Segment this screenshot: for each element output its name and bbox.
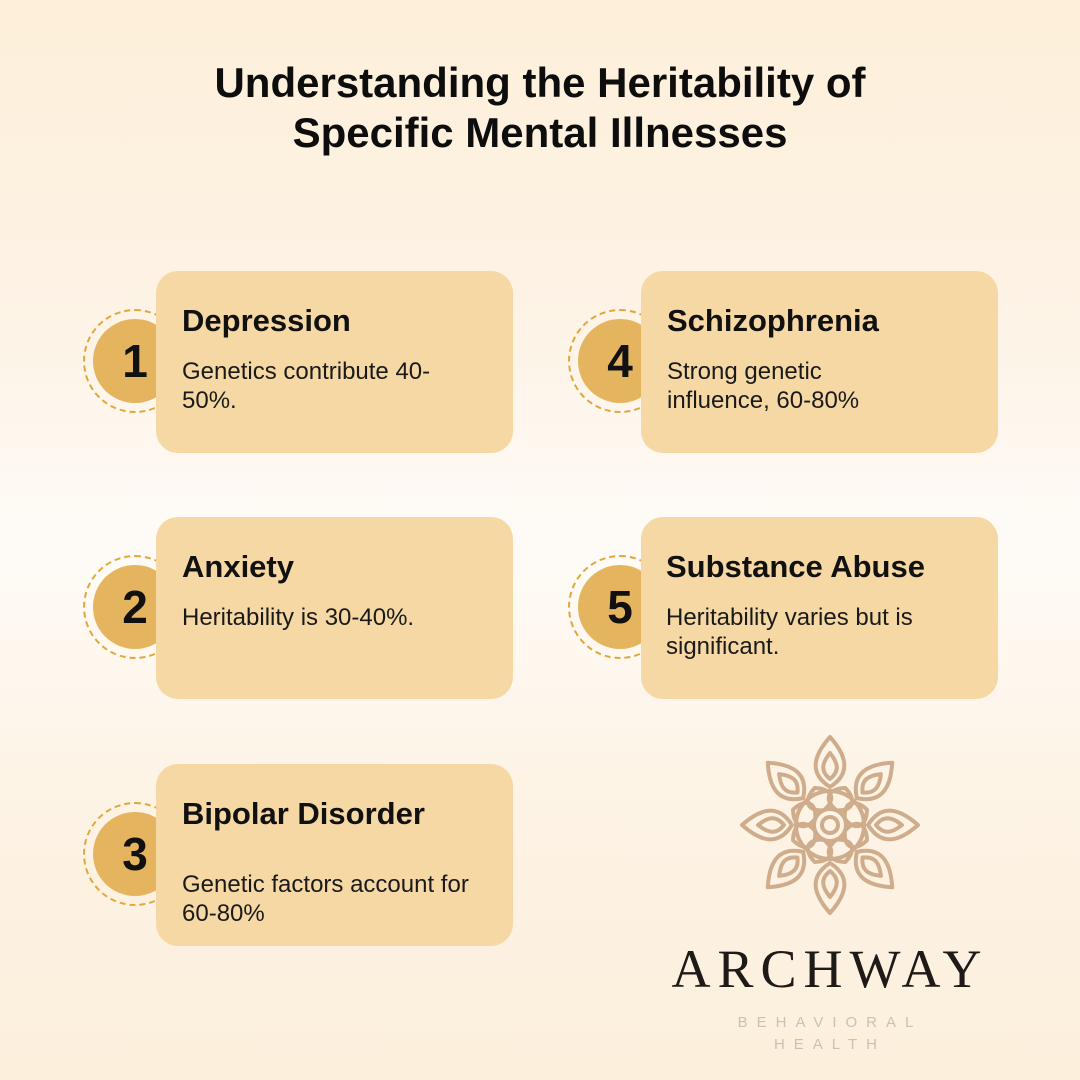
badge-number: 2 bbox=[122, 581, 148, 633]
list-item-anxiety bbox=[83, 517, 523, 701]
brand-tagline-line-2: HEALTH bbox=[773, 1036, 887, 1053]
card-description: Genetics contribute 40-50%. bbox=[182, 358, 431, 414]
card-description: Strong genetic influence, 60-80% bbox=[667, 358, 860, 414]
info-card bbox=[156, 764, 513, 946]
brand-name: ARCHWAY bbox=[671, 939, 989, 999]
card-description: Heritability varies but is significant. bbox=[666, 604, 913, 660]
page-title-line-1: Understanding the Heritability of bbox=[214, 59, 866, 106]
badge-number: 1 bbox=[122, 335, 148, 387]
badge-number: 3 bbox=[122, 828, 148, 880]
info-card bbox=[156, 517, 513, 699]
archway-logo bbox=[640, 732, 1020, 1062]
card-heading: Depression bbox=[182, 303, 351, 338]
card-heading: Schizophrenia bbox=[667, 303, 879, 338]
list-item-substance-abuse bbox=[568, 517, 1008, 701]
badge-number: 4 bbox=[607, 335, 633, 387]
list-item-depression bbox=[83, 271, 523, 455]
info-card bbox=[156, 271, 513, 453]
badge-number: 5 bbox=[607, 581, 633, 633]
card-heading: Bipolar Disorder bbox=[182, 796, 425, 831]
mandala-flower-icon bbox=[737, 732, 923, 918]
list-item-bipolar-disorder bbox=[83, 764, 523, 948]
page-title bbox=[0, 58, 1080, 158]
page-title-line-2: Specific Mental Illnesses bbox=[292, 109, 788, 156]
brand-tagline-line-1: BEHAVIORAL bbox=[737, 1014, 923, 1031]
card-description: Heritability is 30-40%. bbox=[182, 604, 415, 631]
info-card bbox=[641, 517, 998, 699]
info-card bbox=[641, 271, 998, 453]
list-item-schizophrenia bbox=[568, 271, 1008, 455]
card-description: Genetic factors account for 60-80% bbox=[182, 871, 469, 927]
card-heading: Substance Abuse bbox=[666, 549, 925, 584]
card-heading: Anxiety bbox=[182, 549, 294, 584]
